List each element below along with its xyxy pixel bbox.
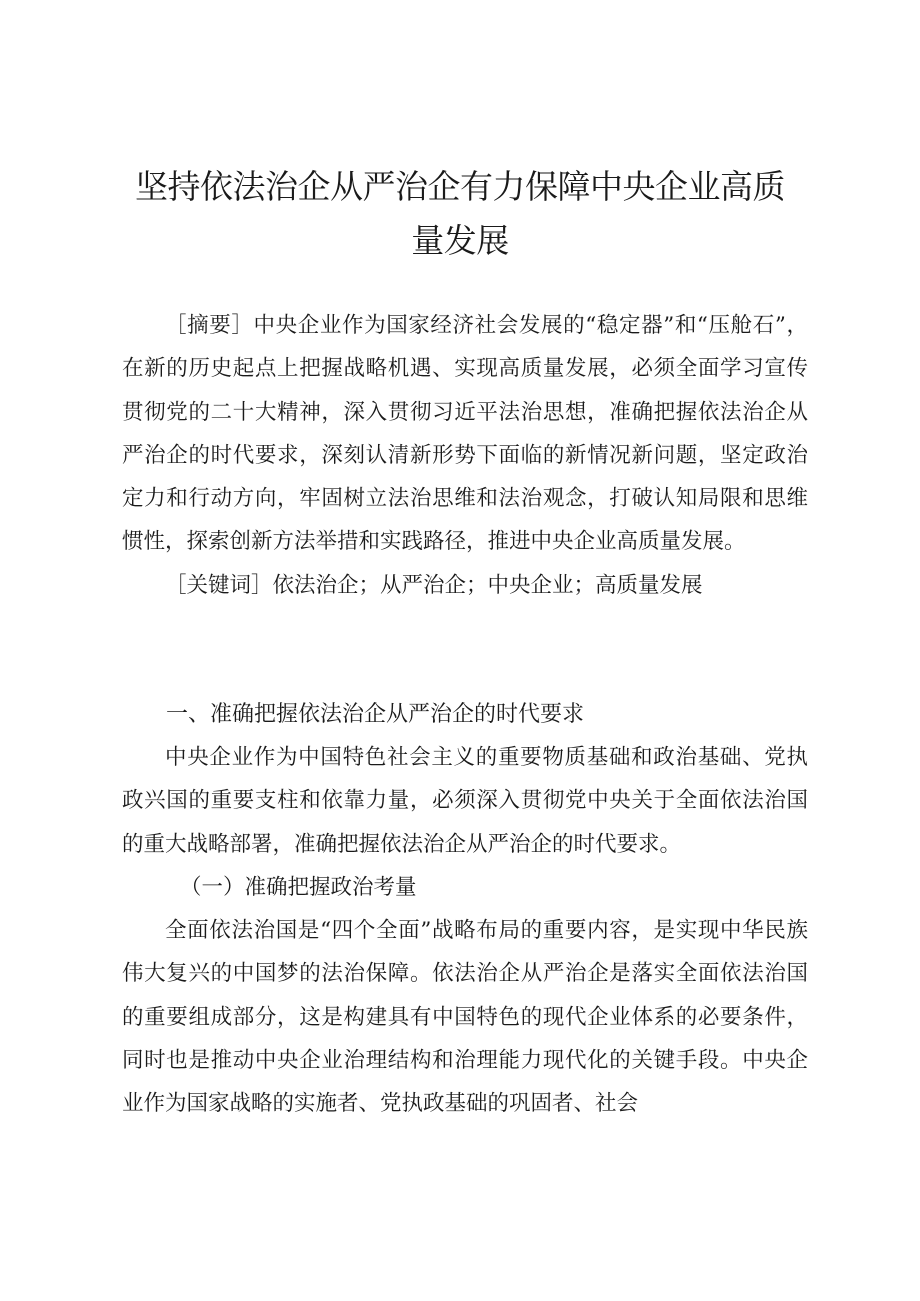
subsection-1-text: 全面依法治国是“四个全面”战略布局的重要内容，是实现中华民族伟大复兴的中国梦的法治保障。依法治企从严治企是落实全面依法治国的重要组成部分，这是构建具有中国特色的现代企业体系的必要条件，同时也是推动中央企业治理结构和治理能力现代化的关键手段。中央企业作为国家战略的实施者、党执政基础的巩固者、社会 (122, 918, 808, 1117)
keywords-label: ［关键词］ (165, 572, 273, 598)
keywords-text: 依法治企；从严治企；中央企业；高质量发展 (272, 572, 703, 598)
abstract-paragraph (122, 304, 808, 564)
section-1 (122, 694, 808, 1126)
abstract-text: 中央企业作为国家经济社会发展的“稳定器”和“压舱石”，在新的历史起点上把握战略机遇、实现高质量发展，必须全面学习宣传贯彻党的二十大精神，深入贯彻习近平法治思想，准确把握依法治企从严治企的时代要求，深刻认清新形势下面临的新情况新问题，坚定政治定力和行动方向，牢固树立法治思维和法治观念，打破认知局限和思维惯性，探索创新方法举措和实践路径，推进中央企业高质量发展。 (122, 313, 808, 555)
section-1-intro: 中央企业作为中国特色社会主义的重要物质基础和政治基础、党执政兴国的重要支柱和依靠力量，必须深入贯彻党中央关于全面依法治国的重大战略部署，准确把握依法治企从严治企的时代要求。 (122, 745, 808, 857)
abstract-label: ［摘要］ (165, 313, 254, 338)
document-title: 坚持依法治企从严治企有力保障中央企业高质量发展 (135, 167, 785, 260)
keywords-paragraph (122, 564, 808, 607)
subsection-1-heading: （一）准确把握政治考量 (180, 874, 417, 900)
section-1-heading: 一、准确把握依法治企从严治企的时代要求 (166, 702, 585, 727)
abstract-section (122, 304, 808, 607)
